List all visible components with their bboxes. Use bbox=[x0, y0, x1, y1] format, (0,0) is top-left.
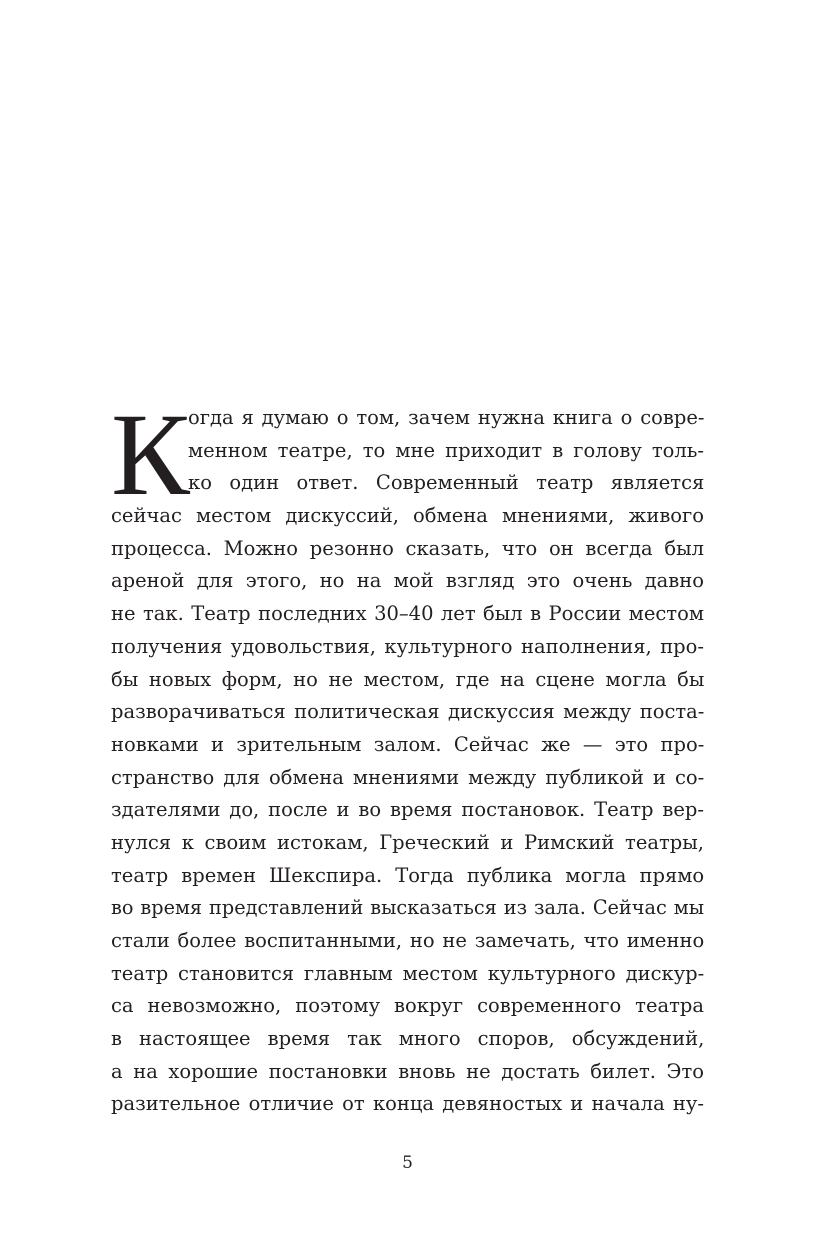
text-line: театр времен Шекспира. Тогда публика могла прямо bbox=[111, 863, 705, 887]
text-line: новками и зрительным залом. Сейчас же — это про- bbox=[111, 732, 705, 756]
text-line: нулся к своим истокам, Греческий и Римский театры, bbox=[111, 830, 704, 854]
text-line: ко один ответ. Современный театр является bbox=[188, 471, 705, 495]
text-line: странство для обмена мнениями между публикой и со- bbox=[111, 765, 705, 789]
text-line: во время представлений высказаться из зала. Сейчас мы bbox=[111, 896, 705, 920]
body-text bbox=[111, 402, 704, 1121]
text-line: огда я думаю о том, зачем нужна книга о совре- bbox=[188, 406, 705, 429]
drop-cap-letter: К bbox=[111, 389, 190, 520]
text-line: менном театре, то мне приходит в голову толь- bbox=[188, 438, 704, 462]
text-line: а на хорошие постановки вновь не достать билет. Это bbox=[111, 1059, 704, 1083]
text-line: ареной для этого, но на мой взгляд это очень давно bbox=[111, 569, 704, 593]
text-line: в настоящее время так много споров, обсуждений, bbox=[111, 1027, 705, 1051]
text-line: са невозможно, поэтому вокруг современного театра bbox=[111, 994, 705, 1018]
text-line: не так. Театр последних 30–40 лет был в России местом bbox=[111, 602, 704, 626]
text-line: процесса. Можно резонно сказать, что он всегда был bbox=[111, 536, 704, 560]
text-line: стали более воспитанными, но не замечать, что именно bbox=[111, 929, 705, 952]
text-line: разительное отличие от конца девяностых и начала ну- bbox=[111, 1092, 704, 1116]
text-line: получения удовольствия, культурного наполнения, про- bbox=[111, 634, 704, 658]
text-line: сейчас местом дискуссий, обмена мнениями, живого bbox=[111, 504, 704, 528]
text-line: разворачиваться политическая дискуссия между поста- bbox=[111, 700, 705, 724]
text-line: театр становится главным местом культурного дискур- bbox=[111, 961, 705, 985]
text-line: бы новых форм, но не местом, где на сцене могла бы bbox=[111, 667, 705, 691]
page-number: 5 bbox=[402, 1153, 413, 1173]
text-line: здателями до, после и во время постановок. Театр вер- bbox=[111, 798, 704, 822]
